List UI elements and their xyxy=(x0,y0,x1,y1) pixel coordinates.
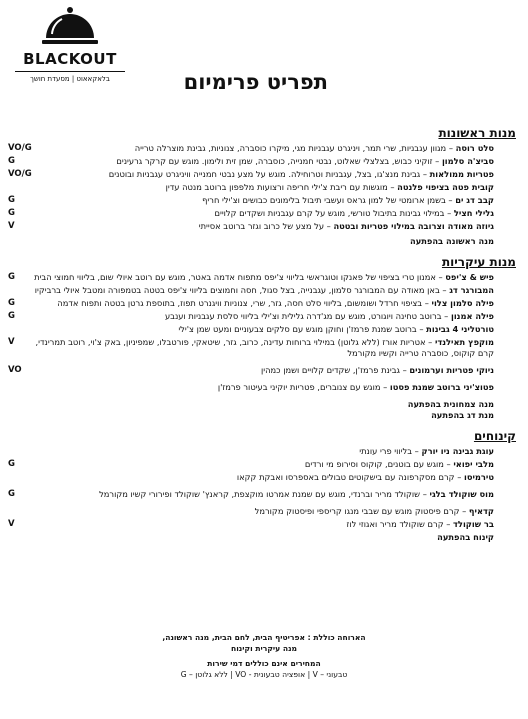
menu-item xyxy=(8,143,516,154)
diet-tag: V xyxy=(8,337,15,347)
item-desc: – מגוון עגבניות, שרי תמר, ויניגרט עגבניות מגי, מיקרו כוסברה, צנוניות, גבינת מוצרלה טרייה xyxy=(134,143,456,153)
surprise-note: קינוח בהפתעה xyxy=(437,532,494,542)
item-desc: – אטריות אורז (ללא גלוטן) במילוי ברוחות עדינה, כרוב, גזר, שיטאקי, פורטבלו, שמפיניון, באק צ'וי, רוטב תמרינדי, קרם קוקוס, כוסברה טרייה וקשיו מקורמל xyxy=(35,337,494,358)
diet-tag: G xyxy=(8,156,15,166)
section-title-desserts: קינוחים xyxy=(473,429,516,443)
item-name: ניוקי פטריות וערמונים xyxy=(409,365,494,375)
item-name: פיש & צ'יפס xyxy=(445,272,494,282)
footer-includes: הארוחה כוללת : אפריטיף הבית, לחם הבית, מנה ראשונה, xyxy=(162,633,366,642)
brand-name: BLACKOUT xyxy=(23,50,117,68)
item-desc: – אמנון טרי בציפוי של פאנקו וטוגראשי בליווי צ'יפס מתפוח אדמה באטר, מוגש עם רוטב איולי שום, בליווי חמוצי הבית xyxy=(34,272,446,282)
menu-item xyxy=(8,182,516,193)
item-name: סביצ'ה סלמון xyxy=(441,156,494,166)
brand-logo xyxy=(10,4,130,83)
menu-item xyxy=(8,195,516,206)
item-name: מוקפץ תאילנדי xyxy=(434,337,494,347)
diet-tag xyxy=(8,446,34,457)
diet-tag xyxy=(8,324,34,335)
menu-item xyxy=(8,324,516,335)
diet-tag: V xyxy=(8,519,15,529)
item-desc: – ברוטב טחינה ויוגורט, מוגש עם מג'דרה גלילית וצ'ילי בליווי סלסת עגבניות וענבע xyxy=(164,311,451,321)
diet-tag: G xyxy=(8,298,15,308)
diet-tag: G xyxy=(8,272,15,282)
brand-subtitle: בלאקאאוט | מסעדת חושך xyxy=(15,71,125,83)
menu-item xyxy=(8,382,516,393)
section-title-starters: מנות ראשונות xyxy=(438,126,516,140)
menu-item xyxy=(8,446,516,457)
item-name: פטוצ'יני ברוטב שמנת פסטו xyxy=(389,382,494,392)
item-desc: – באן מאודה עם המבורגר סלמון, עגבנייה, בצל סגול, חסה וחמוצים בליווי צ'יפס בטטה בטמפורה ומטבל איולי ברביקיו xyxy=(34,285,450,295)
item-name: מלבי יפואי xyxy=(453,459,494,469)
item-desc: – במילוי גבינות בתיבול טורשי, מוגש על קרם עגבניות ושקדים קלויים xyxy=(214,208,454,218)
item-name: טורטליני 4 גבינות xyxy=(426,324,494,334)
section-title-mains: מנות עיקריות xyxy=(441,255,516,269)
diet-legend: טבעוני – V | אופציה טבעונית - VO | ללא גלוטן – G xyxy=(180,670,348,679)
menu-footer xyxy=(0,632,528,680)
diet-tag xyxy=(8,182,34,193)
surprise-note: מנה צמחונית בהפתעה xyxy=(407,399,494,409)
item-desc: – גבינת מנצ'גו, בצל, עגבניות וטרוחילה. מוגש על מצע נבטי חמנייה וויניגרט עגבניות ובוטנים xyxy=(108,169,430,179)
footer-service-note: המחירים אינם כוללים דמי שירות xyxy=(207,659,321,668)
diet-tag: VO/G xyxy=(8,169,32,179)
item-desc: – קרם מסקרפונה עם בישקוטים טבולים באספרסו ואבקת קקאו xyxy=(236,472,464,482)
item-name: גלילי חציל xyxy=(453,208,494,218)
menu-item xyxy=(8,506,516,517)
menu-item xyxy=(8,365,516,376)
item-name: פילה סלמון צלוי xyxy=(431,298,494,308)
menu-item xyxy=(8,272,516,283)
surprise-note: מנה ראשונה בהפתעה xyxy=(410,236,494,246)
item-name: בר שוקולד xyxy=(453,519,494,529)
menu-item xyxy=(8,156,516,167)
item-name: גיוזה מאודה וצרובה במילוי פטריות ובטטה xyxy=(333,221,494,231)
menu-item xyxy=(8,285,516,296)
menu-item xyxy=(8,459,516,470)
item-desc: – בשמן ארומטי של למון גראס ועשבי תיבול בלימונים כבושים וצ'ילי חריף xyxy=(202,195,456,205)
menu-item xyxy=(8,489,516,500)
menu-item xyxy=(8,311,516,322)
cloche-icon xyxy=(40,4,100,48)
item-desc: – קרם פיסטוק מוגש עם שבבי מנגו קריספי ופיסטוק מקורמל xyxy=(254,506,469,516)
item-desc: – בציפוי חרדל ושומשום, בליווי סלט חסה, גזר, שרי, צנוניות וויגנרט תפוז, בתוספת גרטן בטטה ותפוח אדמה xyxy=(57,298,432,308)
item-name: פטריות ממולאות xyxy=(429,169,494,179)
diet-tag xyxy=(8,285,34,296)
diet-tag xyxy=(8,506,34,517)
diet-tag: G xyxy=(8,489,15,499)
diet-tag: G xyxy=(8,311,15,321)
menu-item xyxy=(8,519,516,530)
page-title: תפריט פרימיום xyxy=(183,70,328,94)
item-name: עוגת גבינה ניו יורק xyxy=(421,446,494,456)
menu-item xyxy=(8,169,516,180)
diet-tag: V xyxy=(8,221,15,231)
diet-tag xyxy=(8,472,34,483)
menu-item xyxy=(8,337,516,359)
item-desc: – קרם שוקולד מריר ואגוזי לוז xyxy=(346,519,454,529)
item-name: מוס שוקולד בלגי xyxy=(429,489,494,499)
diet-tag: G xyxy=(8,195,15,205)
item-name: קובית פטה בציפוי פלנטה xyxy=(397,182,494,192)
diet-tag: VO/G xyxy=(8,143,32,153)
item-name: קדאיף xyxy=(468,506,494,516)
menu-item xyxy=(8,208,516,219)
item-name: קבב דג ים xyxy=(455,195,494,205)
item-desc: – על מצע של כרוב וגזר ברוטב אסייתי xyxy=(198,221,334,231)
item-name: פילה אמנון xyxy=(450,311,494,321)
menu-content xyxy=(8,126,516,543)
item-desc: – ברוטב שמנת פרמז'ן וחוקן מוגש עם סלקים צבעוניים ומעט שמן צ'ילי xyxy=(178,324,427,334)
surprise-note: מנת דג בהפתעה xyxy=(431,410,494,420)
item-name: טירמיסו xyxy=(463,472,494,482)
item-desc: – מוגש עם בוטנים, קוקוס וסירופ מי ורדים xyxy=(304,459,454,469)
item-name: המבורגר דג xyxy=(449,285,494,295)
menu-item xyxy=(8,298,516,309)
menu-item xyxy=(8,472,516,483)
item-desc: – מוגש עם צנוברים, פטריות יוקיני בעיטור פרמז'ן xyxy=(217,382,390,392)
item-desc: – מוגשות עם ריבת צ'ילי חריפה ורצועות מלפפון ברוטב מנטה עדין xyxy=(165,182,398,192)
item-desc: – שוקולד מריר וברנדי, מוגש עם שמנת אמרטו מוקצפת, קראנץ' שוקולד ופירורי קשיו מקורמל xyxy=(99,489,430,499)
item-name: סלט רוסה xyxy=(455,143,494,153)
diet-tag: G xyxy=(8,208,15,218)
diet-tag: G xyxy=(8,459,15,469)
item-desc: – גבינת פרמז'ן, שקדים קלויים ושמן כמהין xyxy=(261,365,410,375)
menu-item xyxy=(8,221,516,232)
item-desc: – בליווי פרי עונתי xyxy=(359,446,422,456)
diet-tag xyxy=(8,382,34,393)
diet-tag: VO xyxy=(8,365,22,375)
item-desc: – זוקיני כבוש, בצלצלי שאלוט, נבטי חמנייה, כוסברה, שמן זית ולימון. מוגש עם קרקר גרעינים xyxy=(116,156,442,166)
footer-includes-2: מנה עיקרית וקינוח xyxy=(230,644,298,653)
